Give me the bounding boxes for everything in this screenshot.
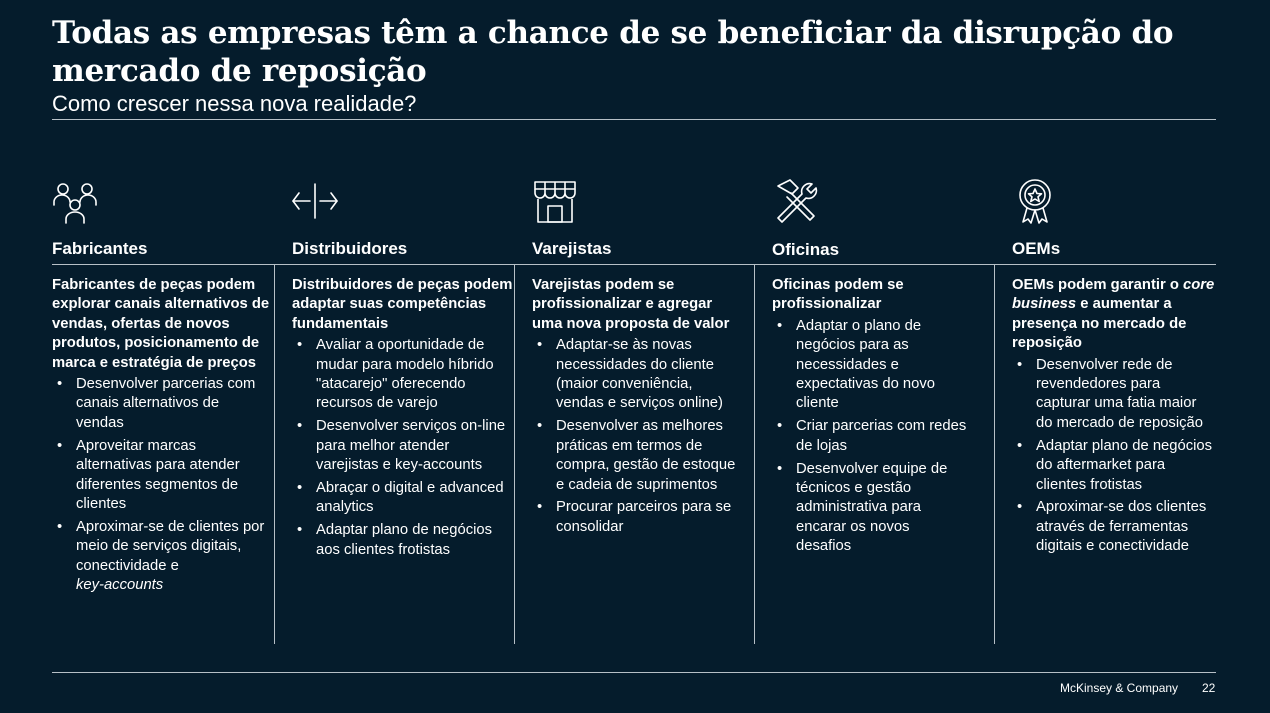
heading-divider-join — [514, 264, 532, 265]
slide-subtitle: Como crescer nessa nova realidade? — [52, 91, 417, 116]
list-item — [52, 518, 270, 596]
column-lead: Varejistas podem se profissionalizar e agregar uma nova proposta de valor — [532, 277, 730, 332]
column-separator — [514, 265, 515, 644]
bullet-list — [52, 375, 270, 595]
people-icon — [52, 178, 98, 224]
list-item: • Abraçar o digital e advanced analytics — [292, 479, 514, 518]
column-body-varejistas — [532, 276, 736, 541]
list-item: • Desenvolver serviços on-line para melhor atender varejistas e key-accounts — [292, 417, 514, 475]
footer-brand: McKinsey & Company — [1060, 681, 1179, 695]
heading-divider-join — [274, 264, 292, 265]
arrows-split-icon — [292, 178, 338, 224]
column-heading: Varejistas — [532, 239, 612, 258]
bullet-list — [1012, 356, 1216, 557]
list-item: • Criar parcerias com redes de lojas — [772, 417, 968, 456]
heading-divider-join — [994, 264, 1012, 265]
heading-divider — [52, 264, 274, 265]
lead-italic: core business — [1012, 277, 1215, 313]
column-lead: Fabricantes de peças podem explorar canais alternativos de vendas, ofertas de novos produtos, posicionamento de marca e estratégia de preços — [52, 277, 270, 371]
heading-divider — [292, 264, 514, 265]
column-heading: Distribuidores — [292, 239, 408, 258]
list-item: • Adaptar plano de negócios do aftermarket para clientes frotistas — [1012, 437, 1216, 495]
column-body-oficinas — [772, 276, 968, 560]
column-heading: Oficinas — [772, 240, 840, 259]
column-body-oems — [1012, 276, 1216, 560]
list-item: • Adaptar-se às novas necessidades do cliente (maior conveniência, vendas e serviços online) — [532, 336, 736, 414]
storefront-icon — [532, 178, 578, 224]
list-item: • Adaptar o plano de negócios para as necessidades e expectativas do novo cliente — [772, 317, 968, 414]
column-lead — [1012, 276, 1216, 354]
list-item-text: Aproximar-se de clientes por meio de serviços digitais, conectividade e — [76, 518, 265, 574]
bullet-list — [772, 317, 968, 557]
title-divider — [52, 119, 1216, 120]
heading-divider-join — [754, 264, 772, 265]
column-heading: Fabricantes — [52, 239, 148, 258]
list-item: • Desenvolver parcerias com canais alternativos de vendas — [52, 375, 270, 433]
list-item: • Procurar parceiros para se consolidar — [532, 498, 736, 537]
list-item-italic: key-accounts — [76, 577, 164, 594]
list-item: • Adaptar plano de negócios aos clientes frotistas — [292, 521, 514, 560]
tools-icon — [772, 178, 818, 224]
column-separator — [994, 265, 995, 644]
page-number: 22 — [1202, 681, 1216, 695]
bullet-list — [532, 336, 736, 537]
column-lead: Oficinas podem se profissionalizar — [772, 277, 904, 313]
heading-divider — [1012, 264, 1216, 265]
heading-divider — [532, 264, 754, 265]
list-item: • Avaliar a oportunidade de mudar para modelo híbrido "atacarejo" oferecendo recursos de varejo — [292, 336, 514, 414]
list-item: • Desenvolver rede de revendedores para capturar uma fatia maior do mercado de reposição — [1012, 356, 1216, 434]
award-ribbon-icon — [1012, 178, 1058, 224]
column-separator — [274, 265, 275, 644]
lead-text: e aumentar a presença no mercado de reposição — [1012, 296, 1187, 352]
column-lead: Distribuidores de peças podem adaptar suas competências fundamentais — [292, 277, 513, 332]
lead-text: OEMs podem garantir o — [1012, 277, 1179, 293]
column-body-fabricantes — [52, 276, 270, 599]
footer-divider — [52, 672, 1216, 673]
list-item: • Aproveitar marcas alternativas para atender diferentes segmentos de clientes — [52, 437, 270, 515]
slide-title: Todas as empresas têm a chance de se beneficiar da disrupção do mercado de reposição — [52, 15, 1174, 89]
list-item: • Desenvolver as melhores práticas em termos de compra, gestão de estoque e cadeia de suprimentos — [532, 417, 736, 495]
column-body-distribuidores — [292, 276, 514, 564]
column-separator — [754, 265, 755, 644]
column-heading: OEMs — [1012, 239, 1061, 258]
list-item: • Desenvolver equipe de técnicos e gestão administrativa para encarar os novos desafios — [772, 460, 968, 557]
list-item: • Aproximar-se dos clientes através de ferramentas digitais e conectividade — [1012, 498, 1216, 556]
heading-divider — [772, 264, 994, 265]
bullet-list — [292, 336, 514, 560]
